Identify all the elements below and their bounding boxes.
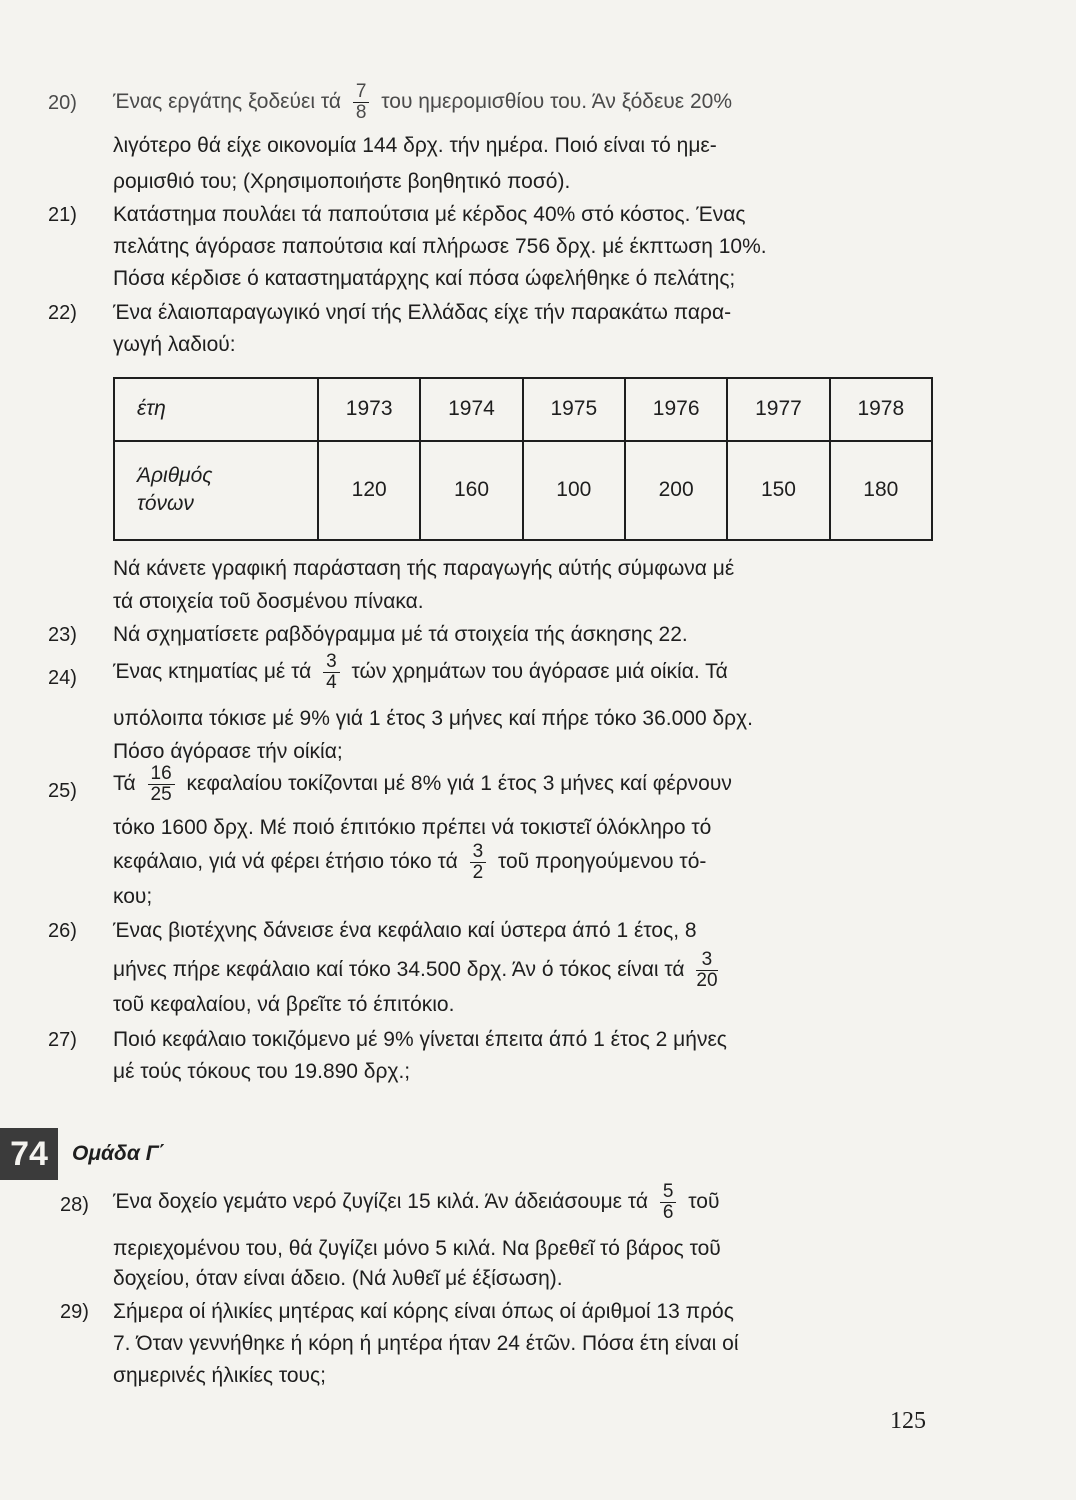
problem-26-line-3: τοῦ κεφαλαίου, νά βρεῖτε τό έπιτόκιο. [113,993,455,1016]
problem-20-text-a: Ένας εργάτης ξοδεύει τά [113,90,341,114]
problem-25-text-b: κεφαλαίου τοκίζονται μέ 8% γιά 1 έτος 3 μήνες καί φέρνουν [186,772,732,796]
problem-22-after-2: τά στοιχεία τοῦ δοσμένου πίνακα. [113,590,424,613]
fraction-3-2 [470,842,487,883]
problem-28-text-a: Ένα δοχείο γεμάτο νερό ζυγίζει 15 κιλά. Άν άδειάσουμε τά [113,1190,648,1214]
table-cell-year: 1975 [523,378,625,441]
table-row-years [114,378,932,441]
problem-22-line-1: Ένα έλαιοπαραγωγικό νησί τής Ελλάδας είχε τήν παρακάτω παρα- [113,301,732,324]
problem-26-number: 26) [48,920,77,942]
problem-25-line-2: τόκο 1600 δρχ. Μέ ποιό έπιτόκιο πρέπει νά τοκιστεῖ όλόκληρο τό [113,816,712,839]
problem-23-line-1: Νά σχηματίσετε ραβδόγραμμα μέ τά στοιχεία τής άσκησης 22. [113,623,688,646]
problem-23-number: 23) [48,624,77,646]
fraction-numerator: 5 [660,1182,677,1203]
fraction-7-8 [353,82,370,123]
fraction-denominator: 2 [472,862,484,883]
problem-24-text-b: τών χρημάτων του άγόρασε μιά οίκία. Τά [351,660,728,684]
table-cell-tons: 150 [727,441,829,540]
production-table [113,377,933,541]
problem-29-line-2: 7. Όταν γεννήθηκε ή κόρη ή μητέρα ήταν 24 έτῶν. Πόσα έτη είναι οί [113,1332,739,1355]
fraction-denominator: 8 [355,102,367,123]
fraction-3-20 [696,950,717,991]
problem-20-line-1 [113,82,732,123]
table-header-years: έτη [114,378,318,441]
problem-27-line-2: μέ τούς τόκους του 19.890 δρχ.; [113,1060,411,1083]
problem-22-after-1: Νά κάνετε γραφική παράσταση τής παραγωγής αύτής σύμφωνα μέ [113,557,735,580]
problem-26-line-2 [113,950,724,991]
problem-24-line-3: Πόσο άγόρασε τήν οίκία; [113,740,343,763]
problem-28-line-3: δοχείου, όταν είναι άδειο. (Νά λυθεῖ μέ έξίσωση). [113,1267,563,1290]
problem-22-number: 22) [48,302,77,324]
problem-20-line-3: ρομισθιό του; (Χρησιμοποιήστε βοηθητικό ποσό). [113,170,571,193]
problem-25-text-c: κεφάλαιο, γιά νά φέρει έτήσιο τόκο τά [113,850,458,874]
fraction-3-4 [323,652,340,693]
problem-28-line-1 [113,1182,719,1223]
problem-21-number: 21) [48,204,77,226]
table-cell-tons: 180 [830,441,932,540]
fraction-5-6 [660,1182,677,1223]
problem-25-line-3 [113,842,706,883]
problem-20-text-b: του ημερομισθίου του. Άν ξόδευε 20% [381,90,733,114]
section-tab-74: 74 [0,1128,58,1180]
table-cell-tons: 100 [523,441,625,540]
table-row-tons [114,441,932,540]
problem-24-text-a: Ένας κτηματίας μέ τά [113,660,312,684]
problem-22-line-2: γωγή λαδιού: [113,333,236,356]
problem-25-number: 25) [48,780,77,802]
problem-24-number: 24) [48,667,77,689]
problem-29-number: 29) [60,1301,89,1323]
problem-29-line-1: Σήμερα οί ήλικίες μητέρας καί κόρης είναι όπως οί άριθμοί 13 πρός [113,1300,734,1323]
problem-20-line-2: λιγότερο θά είχε οικονομία 144 δρχ. τήν ημέρα. Ποιό είναι τό ημε- [113,134,717,157]
page-number: 125 [890,1408,926,1434]
problem-28-text-b: τοῦ [688,1190,720,1214]
fraction-numerator: 3 [696,950,717,971]
problem-25-line-4: κου; [113,885,153,908]
problem-21-line-1: Κατάστημα πουλάει τά παπούτσια μέ κέρδος 40% στό κόστος. Ένας [113,203,746,226]
problem-25-line-1 [113,764,732,805]
fraction-numerator: 7 [353,82,370,103]
table-cell-tons: 120 [318,441,420,540]
table-header-tons [114,441,318,540]
problem-25-text-a: Τά [113,772,136,796]
fraction-denominator: 20 [696,970,718,991]
fraction-numerator: 16 [148,764,175,785]
fraction-denominator: 6 [662,1202,674,1223]
problem-26-line-1: Ένας βιοτέχνης δάνεισε ένα κεφάλαιο καί ύστερα άπό 1 έτος, 8 [113,919,697,942]
fraction-numerator: 3 [470,842,487,863]
problem-21-line-2: πελάτης άγόρασε παπούτσια καί πλήρωσε 756 δρχ. μέ έκπτωση 10%. [113,235,767,258]
table-header-tons-1: Άριθμός [137,464,213,488]
table-cell-tons: 200 [625,441,727,540]
problem-24-line-2: υπόλοιπα τόκισε μέ 9% γιά 1 έτος 3 μήνες καί πήρε τόκο 36.000 δρχ. [113,707,753,730]
problem-28-line-2: περιεχομένου του, θά ζυγίζει μόνο 5 κιλά. Να βρεθεῖ τό βάρος τοῦ [113,1237,721,1260]
table-cell-year: 1978 [830,378,932,441]
problem-26-text-a: μήνες πήρε κεφάλαιο καί τόκο 34.500 δρχ. Άν ό τόκος είναι τά [113,958,685,982]
problem-20-number: 20) [48,92,77,114]
group-title: Ομάδα Γ΄ [72,1142,166,1165]
table-cell-tons: 160 [420,441,522,540]
fraction-16-25 [148,764,175,805]
problem-25-text-d: τοῦ προηγούμενου τό- [497,850,707,874]
fraction-denominator: 4 [326,672,337,693]
problem-27-line-1: Ποιό κεφάλαιο τοκιζόμενο μέ 9% γίνεται έπειτα άπό 1 έτος 2 μήνες [113,1028,727,1051]
problem-28-number: 28) [60,1194,89,1216]
table-header-tons-2: τόνων [137,492,194,516]
fraction-denominator: 25 [150,784,172,805]
problem-29-line-3: σημερινές ήλικίες τους; [113,1364,326,1387]
problem-21-line-3: Πόσα κέρδισε ό καταστηματάρχης καί πόσα ώφελήθηκε ό πελάτης; [113,267,736,290]
fraction-numerator: 3 [323,652,340,673]
table-cell-year: 1976 [625,378,727,441]
problem-27-number: 27) [48,1029,77,1051]
table-cell-year: 1973 [318,378,420,441]
table-cell-year: 1974 [420,378,522,441]
problem-24-line-1 [113,652,728,693]
table-cell-year: 1977 [727,378,829,441]
